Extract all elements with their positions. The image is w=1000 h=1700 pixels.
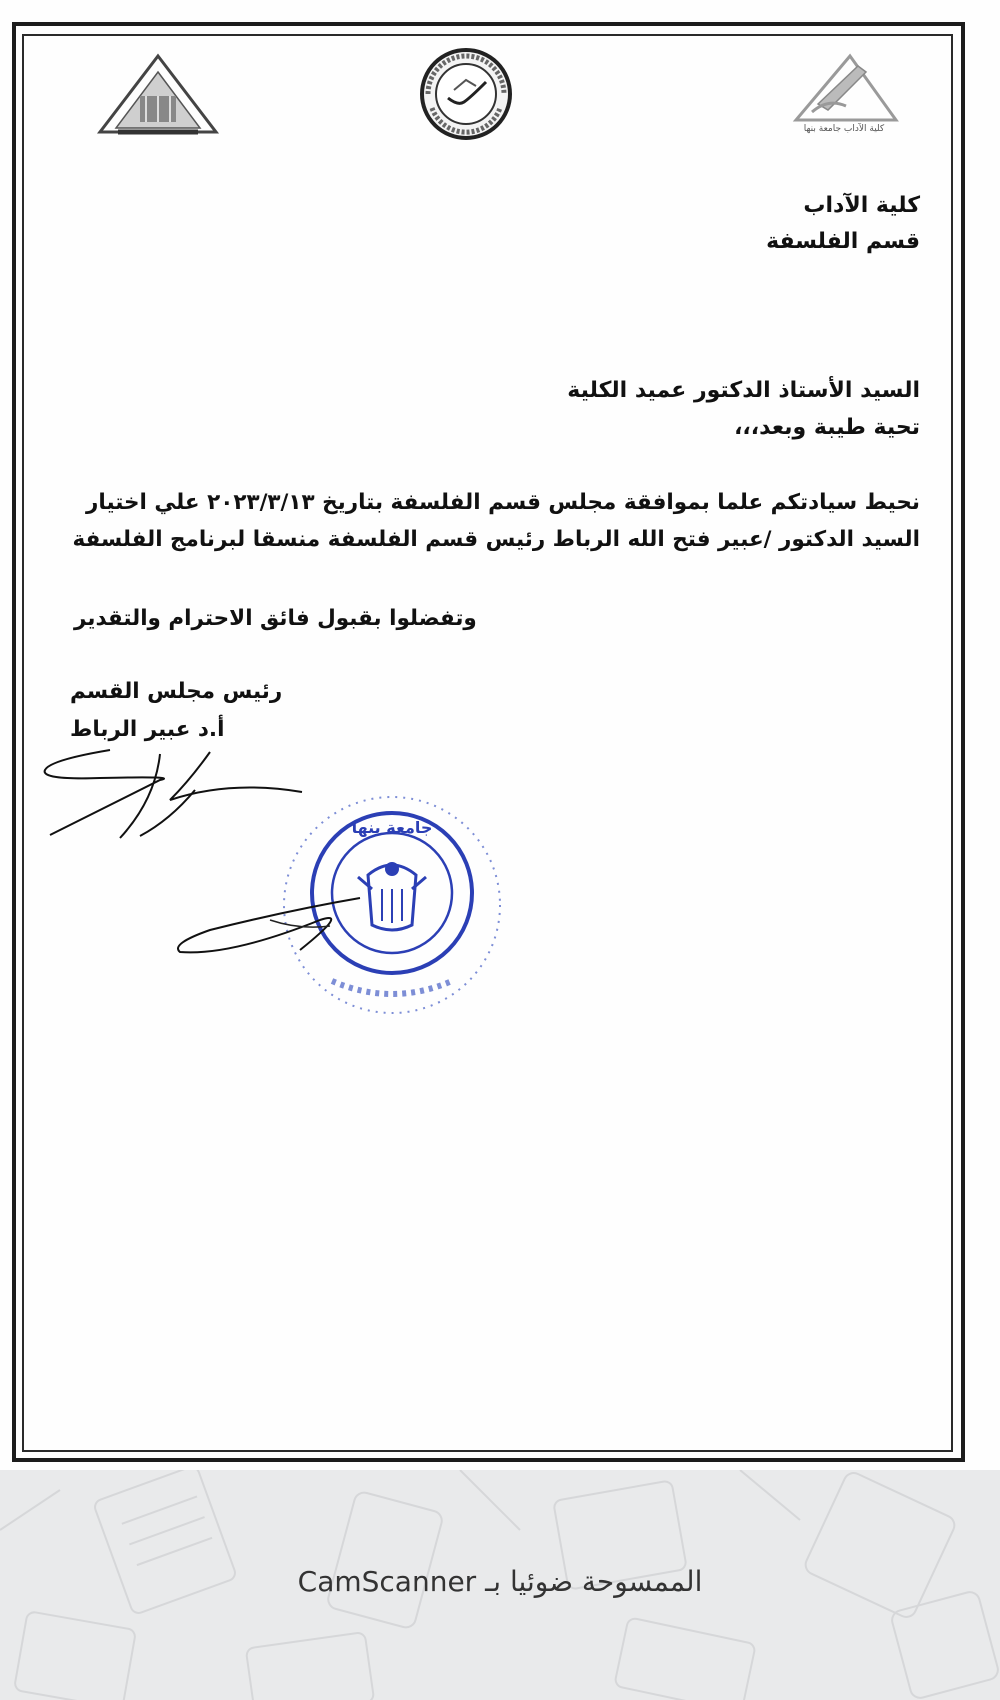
camscanner-label: الممسوحة ضوئيا بـ CamScanner (297, 1565, 703, 1598)
signer-name: أ.د عبير الرباط (70, 717, 225, 742)
body-line-2: السيد الدكتور /عبير فتح الله الرباط رئيس قسم الفلسفة منسقا لبرنامج الفلسفة (72, 527, 920, 552)
signer-title: رئيس مجلس القسم (70, 679, 283, 704)
closing-line: وتفضلوا بقبول فائق الاحترام والتقدير (74, 606, 477, 631)
faculty-name: كلية الآداب (803, 193, 920, 218)
handwritten-signature (40, 740, 310, 854)
stamp-text: جامعة بنها (351, 818, 433, 837)
body-line-1: نحيط سيادتكم علما بموافقة مجلس قسم الفلسفة بتاريخ ٢٠٢٣/٣/١٣ علي اختيار (86, 490, 920, 515)
addressee-line: السيد الأستاذ الدكتور عميد الكلية (567, 378, 920, 403)
greeting-line: تحية طيبة وبعد،،، (734, 415, 920, 440)
handwritten-signature-over-stamp (170, 890, 370, 974)
philosophy-department-seal-icon (418, 46, 514, 142)
faculty-of-arts-logo-icon (788, 52, 900, 124)
faculty-logo-caption: كلية الآداب جامعة بنها (803, 124, 885, 134)
department-name: قسم الفلسفة (766, 229, 920, 254)
university-emblem-icon (88, 52, 228, 138)
